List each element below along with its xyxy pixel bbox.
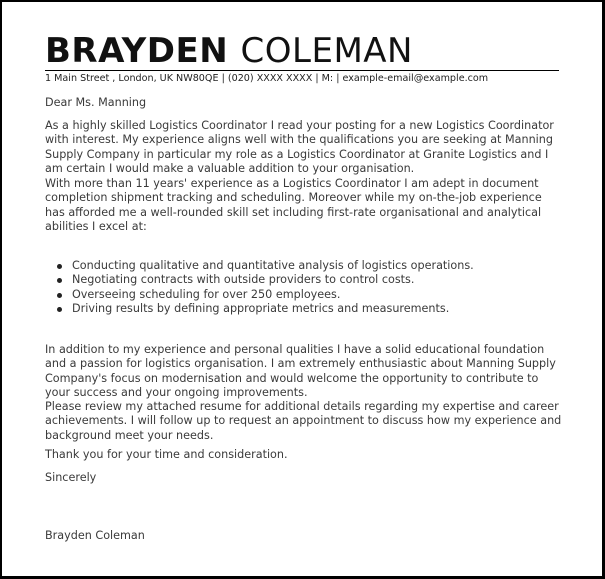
closing-thanks: Thank you for your time and consideration. [45,448,288,461]
salutation: Dear Ms. Manning [45,96,147,109]
list-item: Conducting qualitative and quantitative analysis of logistics operations. [72,259,592,273]
paragraph-intro: As a highly skilled Logistics Coordinator I read your posting for a new Logistics Coordinator with interest. My experience aligns well with the qualifications you are seeking at Manning Supply Company in particular my role as a Logistics Coordinator at Granite Logistics and I am certain I would make a valuable addition to your organisation. [45,119,554,176]
paragraph-education: In addition to my experience and personal qualities I have a solid educational foundation and a passion for logistics organisation. I am extremely enthusiastic about Manning Supply Company's focus on modernisation and would welcome the opportunity to contribute to your success and your ongoing improvements. [45,343,556,400]
list-item: Driving results by defining appropriate metrics and measurements. [72,302,592,316]
list-item: Negotiating contracts with outside providers to control costs. [72,273,592,287]
signature-name: Brayden Coleman [45,529,145,542]
skills-list [45,259,592,317]
header-divider [45,70,559,71]
last-name: COLEMAN [240,31,413,71]
paragraph-experience: With more than 11 years' experience as a Logistics Coordinator I am adept in document completion shipment tracking and scheduling. Moreover while my on-the-job experience has afforded me a well-rounded skill set including first-rate organisational and analytical abilities I excel at: [45,177,542,234]
first-name: BRAYDEN [45,31,229,71]
list-item: Overseeing scheduling for over 250 employees. [72,288,592,302]
signoff: Sincerely [45,471,97,484]
paragraph-followup: Please review my attached resume for additional details regarding my expertise and career achievements. I will follow up to request an appointment to discuss how my experience and background meet your needs. [45,400,562,442]
applicant-name [45,32,413,70]
contact-line: 1 Main Street , London, UK NW80QE | (020) XXXX XXXX | M: | example-email@example.com [45,73,489,84]
